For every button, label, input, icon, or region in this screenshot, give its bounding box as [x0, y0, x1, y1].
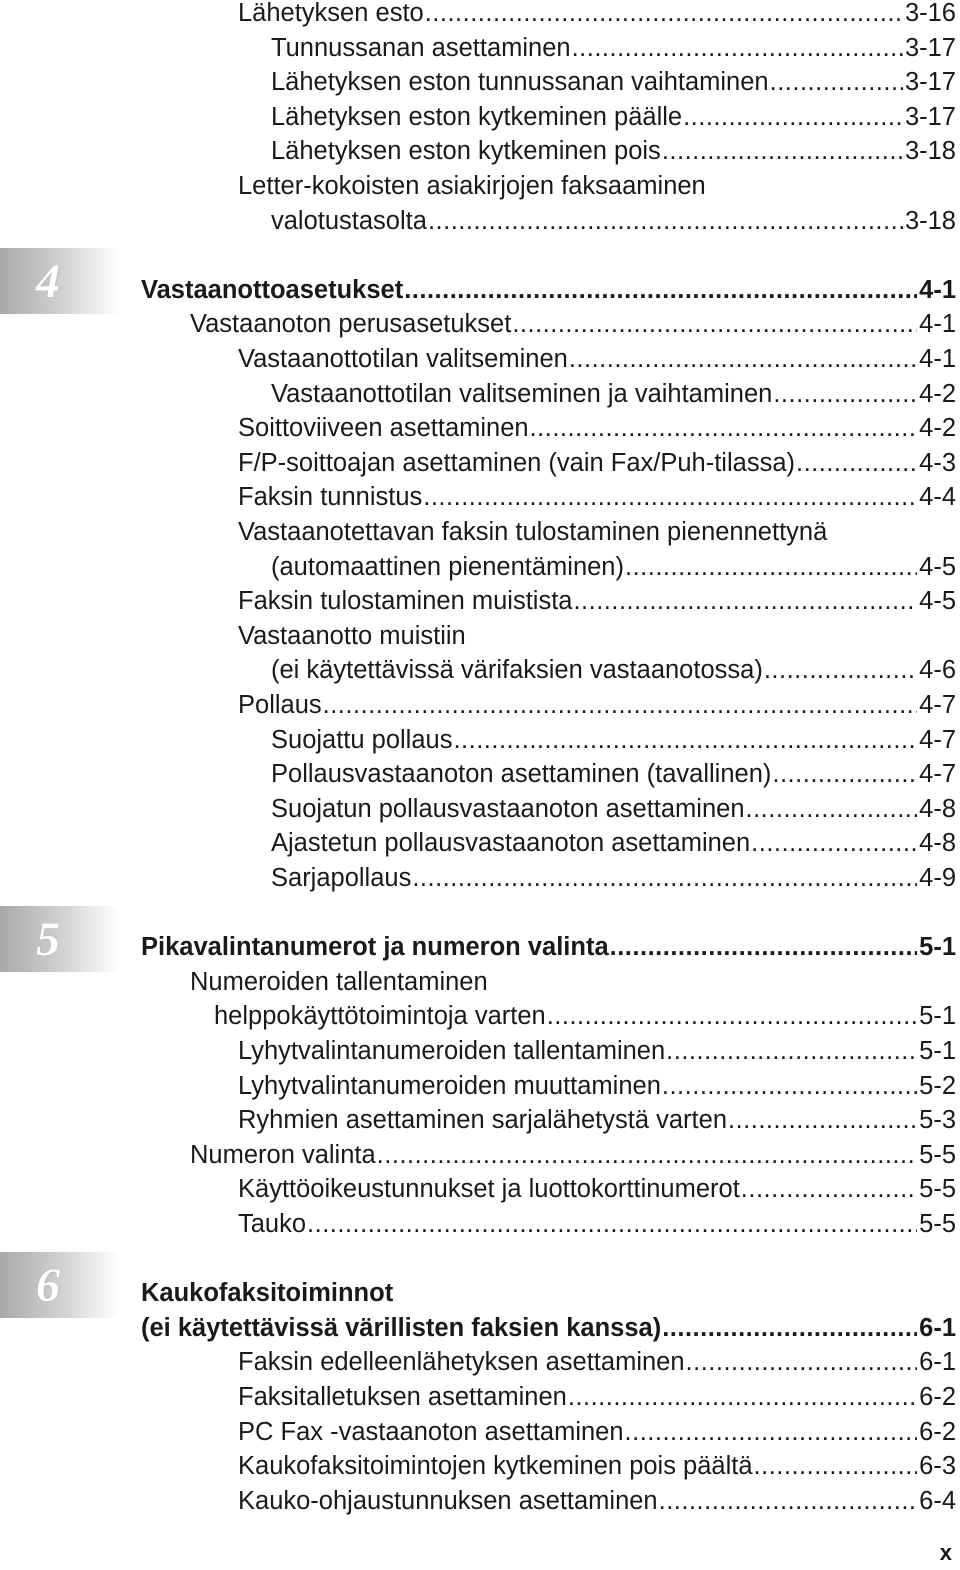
toc-entry[interactable] — [271, 204, 956, 239]
toc-entry[interactable] — [271, 723, 956, 758]
dot-leader — [683, 100, 903, 135]
toc-entry-title: Lyhytvalintanumeroiden muuttaminen — [238, 1071, 661, 1100]
toc-entry-title: F/P-soittoajan asettaminen (vain Fax/Puh-tilassa) — [238, 448, 795, 477]
toc-entry[interactable] — [271, 100, 956, 135]
dot-leader — [428, 204, 903, 239]
toc-entry[interactable] — [271, 757, 956, 792]
dot-leader — [625, 1415, 918, 1450]
toc-entry-title: (automaattinen pienentäminen) — [271, 552, 624, 581]
dot-leader — [796, 446, 917, 481]
toc-entry-page: 3-16 — [904, 0, 956, 27]
toc-entry-title: Pollaus — [238, 690, 322, 719]
chapter-number: 5 — [36, 912, 60, 966]
toc-entry-title: Kaukofaksitoimintojen kytkeminen pois päältä — [238, 1452, 753, 1481]
toc-entry-page: 3-18 — [904, 206, 956, 235]
toc-entry-title: valotustasolta — [271, 206, 427, 235]
toc-entry-page: 6-4 — [919, 1486, 956, 1515]
dot-leader — [530, 411, 918, 446]
toc-entry-title: Käyttöoikeustunnukset ja luottokorttinumerot — [238, 1175, 740, 1204]
toc-entry[interactable] — [271, 792, 956, 827]
toc-entry[interactable] — [238, 1345, 956, 1380]
dot-leader — [764, 653, 917, 688]
toc-entry[interactable] — [271, 377, 956, 412]
toc-entry[interactable] — [214, 999, 956, 1034]
toc-entry-title: Pikavalintanumerot ja numeron valinta — [141, 933, 609, 962]
toc-entry-title: Tunnussanan asettaminen — [271, 33, 571, 62]
toc-entry-page: 5-5 — [919, 1140, 956, 1169]
dot-leader — [662, 1311, 917, 1346]
dot-leader — [412, 861, 917, 896]
toc-entry-title-line[interactable]: Vastaanotettavan faksin tulostaminen pienennettynä — [238, 517, 828, 546]
toc-entry[interactable] — [271, 861, 956, 896]
toc-entry-page: 5-1 — [919, 933, 956, 962]
dot-leader — [662, 1069, 917, 1104]
page-number: x — [939, 1540, 952, 1565]
toc-entry-title: Lyhytvalintanumeroiden tallentaminen — [238, 1036, 666, 1065]
toc-entry-title: Faksin edelleenlähetyksen asettaminen — [238, 1348, 685, 1377]
toc-entry-page: 6-2 — [919, 1382, 956, 1411]
toc-entry-title: Lähetyksen esto — [238, 0, 424, 27]
toc-entry[interactable] — [238, 1484, 956, 1519]
dot-leader — [662, 134, 903, 169]
toc-entry-title: PC Fax -vastaanoton asettaminen — [238, 1417, 624, 1446]
toc-entry-page: 4-1 — [919, 310, 956, 339]
toc-entry-title: Vastaanottotilan valitseminen ja vaihtaminen — [271, 379, 773, 408]
dot-leader — [573, 584, 917, 619]
toc-entry[interactable] — [238, 1207, 956, 1242]
chapter-tab-6 — [0, 1252, 120, 1318]
chapter-heading-5[interactable] — [141, 930, 956, 965]
dot-leader — [377, 1138, 917, 1173]
toc-entry[interactable] — [238, 1415, 956, 1450]
toc-entry-title: Faksin tulostaminen muistista — [238, 587, 573, 616]
toc-entry-page: 4-8 — [919, 794, 956, 823]
toc-entry-title: Ajastetun pollausvastaanoton asettaminen — [271, 829, 751, 858]
toc-entry-page: 4-1 — [919, 344, 956, 373]
toc-entry-title: Lähetyksen eston kytkeminen pois — [271, 137, 661, 166]
toc-entry[interactable] — [271, 653, 956, 688]
dot-leader — [659, 1484, 918, 1519]
toc-entry-title: Soittoviiveen asettaminen — [238, 414, 529, 443]
dot-leader — [512, 307, 917, 342]
dot-leader — [404, 273, 917, 308]
toc-entry-title-line[interactable]: Numeroiden tallentaminen — [190, 967, 488, 996]
dot-leader — [625, 550, 917, 585]
toc-entry-page: 4-5 — [919, 587, 956, 616]
toc-entry-page: 5-5 — [919, 1175, 956, 1204]
toc-entry-page: 4-2 — [919, 414, 956, 443]
toc-entry[interactable] — [238, 0, 956, 31]
dot-leader — [572, 31, 903, 66]
toc-entry-page: 6-2 — [919, 1417, 956, 1446]
toc-entry-title: Sarjapollaus — [271, 863, 412, 892]
toc-entry[interactable] — [238, 584, 956, 619]
dot-leader — [773, 377, 917, 412]
dot-leader — [770, 65, 903, 100]
toc-entry-page: 4-5 — [919, 552, 956, 581]
toc-entry-title: Vastaanottotilan valitseminen — [238, 344, 568, 373]
toc-entry-title: Vastaanottoasetukset — [141, 275, 404, 304]
toc-entry[interactable] — [238, 1172, 956, 1207]
chapter-heading-6[interactable]: Kaukofaksitoiminnot — [141, 1279, 394, 1308]
toc-entry-page: 6-3 — [919, 1452, 956, 1481]
toc-entry-title: helppokäyttötoimintoja varten — [214, 1002, 546, 1031]
toc-entry[interactable] — [238, 480, 956, 515]
toc-entry[interactable] — [238, 1034, 956, 1069]
toc-entry[interactable] — [271, 65, 956, 100]
dot-leader — [666, 1034, 917, 1069]
toc-entry[interactable] — [238, 1103, 956, 1138]
chapter-number: 6 — [36, 1258, 60, 1312]
toc-entry-page: 3-17 — [904, 102, 956, 131]
dot-leader — [741, 1172, 917, 1207]
toc-entry[interactable] — [238, 1069, 956, 1104]
toc-entry-page: 4-8 — [919, 829, 956, 858]
toc-entry-title: (ei käytettävissä värillisten faksien kanssa) — [141, 1313, 662, 1342]
toc-entry-page: 5-5 — [919, 1209, 956, 1238]
toc-entry[interactable] — [271, 550, 956, 585]
toc-entry-page: 4-4 — [919, 483, 956, 512]
dot-leader — [423, 480, 917, 515]
toc-entry-title: Faksitalletuksen asettaminen — [238, 1382, 567, 1411]
toc-entry[interactable] — [238, 1449, 956, 1484]
chapter-heading-4[interactable] — [141, 273, 956, 308]
toc-entry[interactable] — [141, 1311, 956, 1346]
dot-leader — [728, 1103, 917, 1138]
toc-entry[interactable] — [271, 31, 956, 66]
dot-leader — [686, 1345, 918, 1380]
toc-entry-title: Tauko — [238, 1209, 307, 1238]
toc-entry-page: 3-17 — [904, 68, 956, 97]
dot-leader — [751, 826, 917, 861]
chapter-number: 4 — [36, 254, 60, 308]
dot-leader — [772, 757, 917, 792]
dot-leader — [547, 999, 917, 1034]
toc-entry-page: 4-9 — [919, 863, 956, 892]
toc-entry-page: 4-7 — [919, 725, 956, 754]
toc-entry-title: Faksin tunnistus — [238, 483, 423, 512]
toc-entry-page: 4-7 — [919, 760, 956, 789]
dot-leader — [754, 1449, 918, 1484]
toc-entry-title-line[interactable]: Letter-kokoisten asiakirjojen faksaaminen — [238, 171, 706, 200]
toc-entry[interactable] — [238, 342, 956, 377]
toc-entry-title: Suojattu pollaus — [271, 725, 453, 754]
toc-entry-page: 4-3 — [919, 448, 956, 477]
dot-leader — [307, 1207, 917, 1242]
toc-entry-page: 5-1 — [919, 1002, 956, 1031]
toc-entry[interactable] — [190, 1138, 956, 1173]
dot-leader — [610, 930, 918, 965]
toc-entry-title: Lähetyksen eston tunnussanan vaihtaminen — [271, 68, 769, 97]
toc-entry-title: Ryhmien asettaminen sarjalähetystä varten — [238, 1106, 727, 1135]
toc-entry-title: Vastaanoton perusasetukset — [190, 310, 512, 339]
dot-leader — [453, 723, 917, 758]
toc-entry-page: 3-18 — [904, 137, 956, 166]
toc-entry-title: Suojatun pollausvastaanoton asettaminen — [271, 794, 745, 823]
toc-entry[interactable] — [238, 688, 956, 723]
dot-leader — [568, 1380, 917, 1415]
toc-entry-page: 5-1 — [919, 1036, 956, 1065]
toc-entry[interactable] — [271, 134, 956, 169]
toc-entry[interactable] — [238, 411, 956, 446]
toc-entry[interactable] — [190, 307, 956, 342]
dot-leader — [746, 792, 918, 827]
dot-leader — [425, 0, 903, 31]
toc-entry[interactable] — [238, 1380, 956, 1415]
toc-entry-page: 5-2 — [919, 1071, 956, 1100]
toc-entry-page: 6-1 — [919, 1348, 956, 1377]
toc-entry[interactable] — [271, 826, 956, 861]
toc-entry-title: (ei käytettävissä värifaksien vastaanotossa) — [271, 656, 763, 685]
toc-entry-title: Lähetyksen eston kytkeminen päälle — [271, 102, 683, 131]
toc-entry-page: 4-7 — [919, 690, 956, 719]
chapter-tab-5 — [0, 906, 120, 972]
chapter-tab-4 — [0, 248, 120, 314]
toc-entry-title-line[interactable]: Vastaanotto muistiin — [238, 621, 466, 650]
toc-entry[interactable] — [238, 446, 956, 481]
toc-entry-page: 5-3 — [919, 1106, 956, 1135]
toc-entry-page: 3-17 — [904, 33, 956, 62]
toc-entry-page: 4-6 — [919, 656, 956, 685]
toc-entry-title: Pollausvastaanoton asettaminen (tavallinen) — [271, 760, 772, 789]
toc-entry-page: 4-2 — [919, 379, 956, 408]
dot-leader — [323, 688, 918, 723]
dot-leader — [569, 342, 917, 377]
toc-entry-title: Numeron valinta — [190, 1140, 376, 1169]
toc-entry-page: 6-1 — [919, 1313, 956, 1342]
toc-entry-page: 4-1 — [919, 275, 956, 304]
toc-entry-title: Kauko-ohjaustunnuksen asettaminen — [238, 1486, 658, 1515]
